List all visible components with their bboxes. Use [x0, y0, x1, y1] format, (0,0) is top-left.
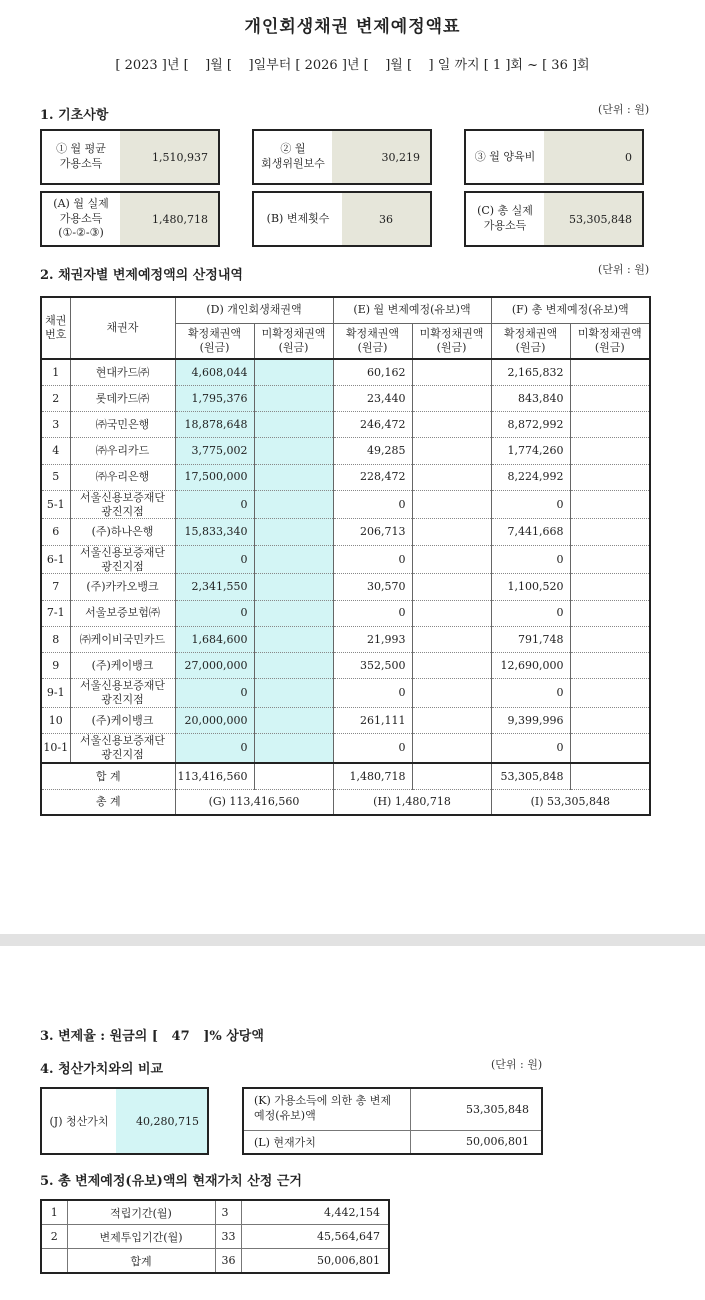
row-e-confirmed: 261,111	[333, 707, 412, 733]
pv-total-value: 50,006,801	[241, 1249, 389, 1274]
row-creditor: (주)카카오뱅크	[70, 574, 175, 600]
basic-box-label: ③ 월 양육비	[474, 149, 536, 163]
col-header-d-unconfirmed: 미확정채권액 (원금)	[254, 323, 333, 359]
row-e-confirmed: 0	[333, 734, 412, 763]
row-creditor: 서울신용보증재단 광진지점	[70, 490, 175, 519]
row-d-unconfirmed	[254, 600, 333, 626]
table-row	[41, 385, 650, 411]
row-d-unconfirmed	[254, 679, 333, 708]
row-f-confirmed: 8,872,992	[491, 412, 570, 438]
row-creditor: ㈜우리은행	[70, 464, 175, 490]
row-e-confirmed: 228,472	[333, 464, 412, 490]
row-d-confirmed: 0	[175, 545, 254, 574]
row-f-confirmed: 0	[491, 679, 570, 708]
basic-box-label: ② 월 회생위원보수	[261, 142, 325, 170]
table-row	[41, 545, 650, 574]
row-e-unconfirmed	[412, 574, 491, 600]
row-no: 1	[41, 359, 70, 385]
basic-box-value: 30,219	[332, 131, 430, 183]
creditor-table	[40, 296, 651, 816]
row-no: 9-1	[41, 679, 70, 708]
section-1-unit: (단위 : 원)	[598, 103, 650, 116]
l-value: 50,006,801	[410, 1130, 542, 1154]
pv-row-value: 45,564,647	[241, 1225, 389, 1249]
section-2-unit: (단위 : 원)	[598, 263, 650, 276]
row-creditor: 서울보증보험㈜	[70, 600, 175, 626]
row-d-unconfirmed	[254, 519, 333, 545]
table-row	[41, 600, 650, 626]
basic-box-value: 1,480,718	[120, 193, 218, 245]
basic-box-value: 53,305,848	[544, 193, 642, 245]
row-e-confirmed: 21,993	[333, 626, 412, 652]
row-no: 3	[41, 412, 70, 438]
row-e-unconfirmed	[412, 438, 491, 464]
row-f-unconfirmed	[570, 438, 650, 464]
row-f-confirmed: 0	[491, 545, 570, 574]
row-no: 5-1	[41, 490, 70, 519]
sum-f-confirmed: 53,305,848	[491, 763, 570, 790]
table-row	[41, 626, 650, 652]
row-f-confirmed: 791,748	[491, 626, 570, 652]
row-f-confirmed: 0	[491, 490, 570, 519]
row-f-confirmed: 7,441,668	[491, 519, 570, 545]
row-f-unconfirmed	[570, 653, 650, 679]
row-f-confirmed: 0	[491, 600, 570, 626]
row-creditor: 서울신용보증재단 광진지점	[70, 545, 175, 574]
sum-e-confirmed: 1,480,718	[333, 763, 412, 790]
col-header-d-confirmed: 확정채권액 (원금)	[175, 323, 254, 359]
row-e-confirmed: 246,472	[333, 412, 412, 438]
row-e-confirmed: 60,162	[333, 359, 412, 385]
row-d-unconfirmed	[254, 734, 333, 763]
row-f-unconfirmed	[570, 679, 650, 708]
row-d-confirmed: 27,000,000	[175, 653, 254, 679]
row-f-unconfirmed	[570, 412, 650, 438]
row-creditor: (주)케이뱅크	[70, 653, 175, 679]
row-d-unconfirmed	[254, 464, 333, 490]
basic-box-label: (C) 총 실제 가용소득	[477, 204, 533, 232]
row-creditor: 서울신용보증재단 광진지점	[70, 679, 175, 708]
pv-row-label: 적립기간(월)	[67, 1200, 215, 1225]
payment-period: [ 2023 ]년 [ ]월 [ ]일부터 [ 2026 ]년 [ ]월 [ ] 일 까지 [ 1 ]회 ~ [ 36 ]회	[115, 58, 590, 73]
row-f-unconfirmed	[570, 519, 650, 545]
row-d-unconfirmed	[254, 359, 333, 385]
row-d-unconfirmed	[254, 412, 333, 438]
pv-total-no	[41, 1249, 67, 1274]
row-e-unconfirmed	[412, 545, 491, 574]
sum-e-unconfirmed	[412, 763, 491, 790]
row-creditor: 롯데카드㈜	[70, 385, 175, 411]
row-f-unconfirmed	[570, 734, 650, 763]
pv-row-no: 1	[41, 1200, 67, 1225]
row-f-unconfirmed	[570, 707, 650, 733]
section-4-heading: 4. 청산가치와의 비교	[40, 1062, 164, 1077]
section-4-unit: (단위 : 원)	[491, 1058, 543, 1071]
row-e-unconfirmed	[412, 734, 491, 763]
basic-box-total-income	[464, 191, 644, 247]
col-header-d: (D) 개인회생채권액	[175, 297, 333, 323]
row-e-confirmed: 0	[333, 679, 412, 708]
row-no: 7	[41, 574, 70, 600]
total-i: (I) 53,305,848	[491, 790, 650, 815]
row-creditor: ㈜우리카드	[70, 438, 175, 464]
row-e-unconfirmed	[412, 679, 491, 708]
row-d-unconfirmed	[254, 653, 333, 679]
row-no: 6-1	[41, 545, 70, 574]
section-1-heading: 1. 기초사항	[40, 108, 109, 123]
row-e-unconfirmed	[412, 490, 491, 519]
basic-box-repayment-count	[252, 191, 432, 247]
k-label: (K) 가용소득에 의한 총 변제 예정(유보)액	[243, 1088, 410, 1130]
row-f-confirmed: 8,224,992	[491, 464, 570, 490]
row-f-confirmed: 843,840	[491, 385, 570, 411]
row-f-unconfirmed	[570, 464, 650, 490]
l-label: (L) 현재가치	[243, 1130, 410, 1154]
pv-row-months: 33	[215, 1225, 241, 1249]
page-divider	[0, 934, 705, 946]
table-row	[41, 734, 650, 763]
col-header-creditor: 채권자	[70, 297, 175, 359]
row-f-confirmed: 1,774,260	[491, 438, 570, 464]
row-no: 5	[41, 464, 70, 490]
row-e-confirmed: 206,713	[333, 519, 412, 545]
row-f-confirmed: 0	[491, 734, 570, 763]
table-row	[41, 653, 650, 679]
col-header-f-confirmed: 확정채권액 (원금)	[491, 323, 570, 359]
table-row	[41, 359, 650, 385]
section-3-heading: 3. 변제율 : 원금의 [ 47 ]% 상당액	[40, 1029, 264, 1044]
table-row	[41, 519, 650, 545]
row-no: 9	[41, 653, 70, 679]
row-d-confirmed: 4,608,044	[175, 359, 254, 385]
col-header-e-confirmed: 확정채권액 (원금)	[333, 323, 412, 359]
row-d-confirmed: 15,833,340	[175, 519, 254, 545]
row-f-unconfirmed	[570, 385, 650, 411]
basic-box-label: ① 월 평균 가용소득	[56, 142, 106, 170]
pv-row-months: 3	[215, 1200, 241, 1225]
row-no: 6	[41, 519, 70, 545]
row-e-unconfirmed	[412, 412, 491, 438]
table-row	[41, 412, 650, 438]
basic-box-trustee-fee	[252, 129, 432, 185]
row-d-confirmed: 0	[175, 679, 254, 708]
table-row	[41, 464, 650, 490]
row-d-confirmed: 20,000,000	[175, 707, 254, 733]
row-no: 4	[41, 438, 70, 464]
row-f-unconfirmed	[570, 359, 650, 385]
row-e-unconfirmed	[412, 385, 491, 411]
row-f-unconfirmed	[570, 490, 650, 519]
basic-box-value: 0	[544, 131, 642, 183]
row-e-confirmed: 0	[333, 490, 412, 519]
pv-total-months: 36	[215, 1249, 241, 1274]
row-d-confirmed: 1,795,376	[175, 385, 254, 411]
col-header-no: 채권 번호	[41, 297, 70, 359]
row-no: 10	[41, 707, 70, 733]
row-creditor: (주)케이뱅크	[70, 707, 175, 733]
basic-box-value: 1,510,937	[120, 131, 218, 183]
sum-f-unconfirmed	[570, 763, 650, 790]
row-e-confirmed: 49,285	[333, 438, 412, 464]
table-row	[41, 679, 650, 708]
row-creditor: (주)하나은행	[70, 519, 175, 545]
row-d-unconfirmed	[254, 707, 333, 733]
total-label: 총 계	[41, 790, 175, 815]
basic-box-value: 36	[342, 193, 430, 245]
row-creditor: 서울신용보증재단 광진지점	[70, 734, 175, 763]
row-d-unconfirmed	[254, 490, 333, 519]
row-e-unconfirmed	[412, 707, 491, 733]
basic-box-child-support	[464, 129, 644, 185]
row-no: 2	[41, 385, 70, 411]
pv-total-label: 합계	[67, 1249, 215, 1274]
j-value: 40,280,715	[116, 1088, 208, 1154]
row-f-confirmed: 2,165,832	[491, 359, 570, 385]
total-h: (H) 1,480,718	[333, 790, 491, 815]
row-d-confirmed: 17,500,000	[175, 464, 254, 490]
row-e-unconfirmed	[412, 359, 491, 385]
row-e-unconfirmed	[412, 653, 491, 679]
basic-box-actual-income	[40, 191, 220, 247]
row-d-unconfirmed	[254, 545, 333, 574]
row-d-confirmed: 0	[175, 490, 254, 519]
row-f-unconfirmed	[570, 574, 650, 600]
row-d-confirmed: 1,684,600	[175, 626, 254, 652]
row-f-unconfirmed	[570, 545, 650, 574]
row-d-confirmed: 2,341,550	[175, 574, 254, 600]
row-e-unconfirmed	[412, 626, 491, 652]
col-header-f-unconfirmed: 미확정채권액 (원금)	[570, 323, 650, 359]
row-no: 7-1	[41, 600, 70, 626]
row-e-unconfirmed	[412, 600, 491, 626]
row-d-confirmed: 0	[175, 734, 254, 763]
table-row	[41, 574, 650, 600]
pv-row-label: 변제투입기간(월)	[67, 1225, 215, 1249]
row-d-confirmed: 0	[175, 600, 254, 626]
basic-box-label: (A) 월 실제 가용소득 (①-②-③)	[53, 196, 109, 240]
sum-label: 합 계	[41, 763, 175, 790]
section-2-heading: 2. 채권자별 변제예정액의 산정내역	[40, 268, 243, 283]
basic-box-monthly-income	[40, 129, 220, 185]
row-e-confirmed: 352,500	[333, 653, 412, 679]
row-creditor: ㈜케이비국민카드	[70, 626, 175, 652]
section-5-heading: 5. 총 변제예정(유보)액의 현재가치 산정 근거	[40, 1174, 302, 1189]
table-row	[41, 438, 650, 464]
repayment-comparison-table	[242, 1087, 543, 1155]
row-e-confirmed: 0	[333, 600, 412, 626]
liquidation-value-box	[40, 1087, 209, 1155]
row-e-confirmed: 0	[333, 545, 412, 574]
row-d-confirmed: 18,878,648	[175, 412, 254, 438]
row-e-confirmed: 30,570	[333, 574, 412, 600]
row-f-confirmed: 9,399,996	[491, 707, 570, 733]
table-row	[41, 490, 650, 519]
table-row	[41, 707, 650, 733]
sum-d-unconfirmed	[254, 763, 333, 790]
row-f-unconfirmed	[570, 626, 650, 652]
row-f-unconfirmed	[570, 600, 650, 626]
row-d-unconfirmed	[254, 574, 333, 600]
sum-d-confirmed: 113,416,560	[175, 763, 254, 790]
row-f-confirmed: 12,690,000	[491, 653, 570, 679]
row-f-confirmed: 1,100,520	[491, 574, 570, 600]
row-d-unconfirmed	[254, 438, 333, 464]
row-no: 8	[41, 626, 70, 652]
row-creditor: ㈜국민은행	[70, 412, 175, 438]
col-header-e: (E) 월 변제예정(유보)액	[333, 297, 491, 323]
row-no: 10-1	[41, 734, 70, 763]
present-value-table	[40, 1199, 390, 1274]
row-e-unconfirmed	[412, 464, 491, 490]
row-creditor: 현대카드㈜	[70, 359, 175, 385]
total-g: (G) 113,416,560	[175, 790, 333, 815]
row-d-confirmed: 3,775,002	[175, 438, 254, 464]
col-header-e-unconfirmed: 미확정채권액 (원금)	[412, 323, 491, 359]
j-label: (J) 청산가치	[49, 1115, 109, 1128]
row-d-unconfirmed	[254, 626, 333, 652]
basic-box-label: (B) 변제횟수	[266, 211, 330, 225]
col-header-f: (F) 총 변제예정(유보)액	[491, 297, 650, 323]
pv-row-value: 4,442,154	[241, 1200, 389, 1225]
row-e-confirmed: 23,440	[333, 385, 412, 411]
page-title: 개인회생채권 변제예정액표	[244, 17, 461, 37]
row-d-unconfirmed	[254, 385, 333, 411]
k-value: 53,305,848	[410, 1088, 542, 1130]
row-e-unconfirmed	[412, 519, 491, 545]
pv-row-no: 2	[41, 1225, 67, 1249]
